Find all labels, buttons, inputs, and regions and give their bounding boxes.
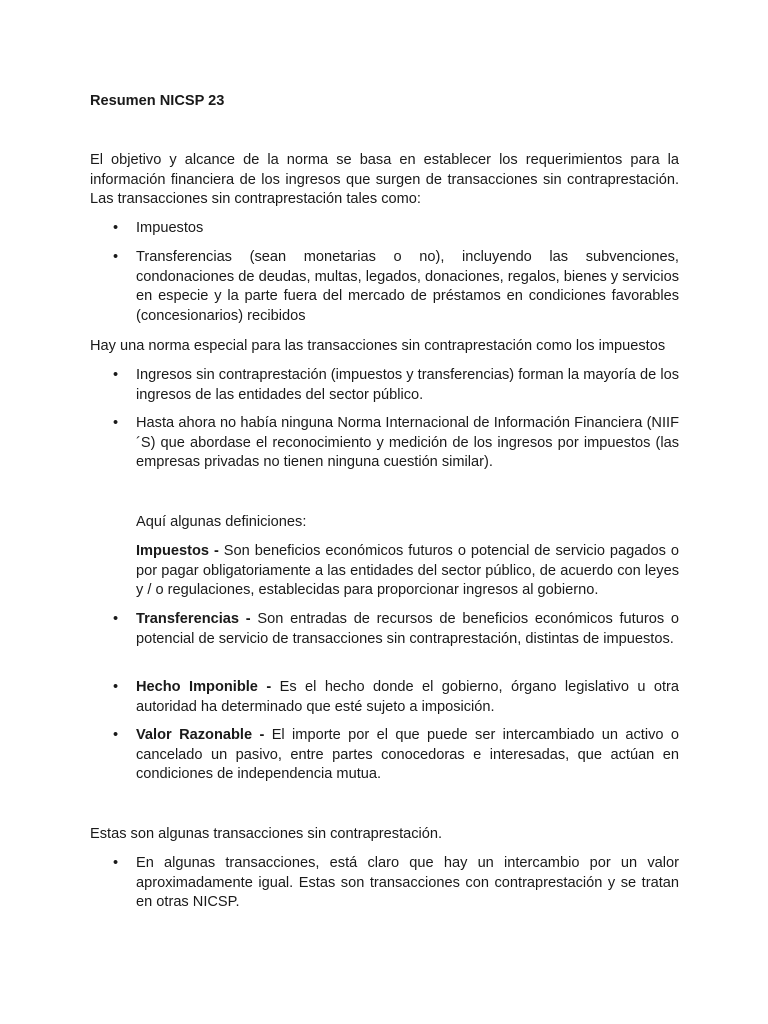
- bullet-icon: •: [113, 415, 119, 431]
- bullet-icon: •: [113, 679, 119, 695]
- list-item: [90, 414, 679, 473]
- definition-text: Son entradas de recursos de beneficios económicos futuros o potencial de servicio de transacciones sin contraprestación, distintas de impuestos.: [136, 611, 679, 647]
- definition-term: Hecho Imponible -: [136, 679, 272, 695]
- definition-hecho-imponible: [90, 678, 679, 717]
- definitions-heading: Aquí algunas definiciones:: [136, 514, 307, 530]
- bullet-icon: •: [113, 249, 119, 265]
- list-item: [90, 219, 679, 239]
- definition-text: Son beneficios económicos futuros o potencial de servicio pagados o por pagar obligatoriamente a las entidades del sector público, de acuerdo con leyes y / o regulaciones, establecidas para proporcionar ingresos al gobierno.: [136, 543, 679, 599]
- list-item: [90, 610, 679, 649]
- list-3: [90, 854, 679, 913]
- definition-text: Es el hecho donde el gobierno, órgano legislativo u otra autoridad ha determinado que esté sujeto a imposición.: [136, 679, 680, 715]
- definition-impuestos: [136, 542, 679, 601]
- list-1: [90, 219, 679, 239]
- list-item: [90, 248, 679, 326]
- bullet-icon: •: [113, 727, 119, 743]
- definition-term: Transferencias -: [136, 611, 251, 627]
- bullet-icon: •: [113, 367, 119, 383]
- list-item-text: En algunas transacciones, está claro que hay un intercambio por un valor aproximadamente igual. Estas son transacciones con contraprestación y se tratan en otras NICSP.: [136, 855, 679, 911]
- definition-term: Valor Razonable -: [136, 727, 265, 743]
- transactions-heading: Estas son algunas transacciones sin contraprestación.: [90, 826, 443, 842]
- list-item: [90, 854, 679, 913]
- document-title: Resumen NICSP 23: [90, 93, 225, 109]
- list-item: [90, 678, 679, 717]
- list-item-text: Impuestos: [136, 220, 204, 236]
- list-item-text: Hasta ahora no había ninguna Norma Internacional de Información Financiera (NIIF´S) que abordase el reconocimiento y medición de los ingresos por impuestos (las empresas privadas no tienen ninguna cuestión similar).: [136, 415, 679, 471]
- list-1b: [90, 248, 679, 326]
- definition-valor-razonable: [90, 726, 679, 785]
- bullet-icon: •: [113, 855, 119, 871]
- list-item: [90, 366, 679, 405]
- list-item: [90, 726, 679, 785]
- definition-text: El importe por el que puede ser intercambiado un activo o cancelado un pasivo, entre partes conocedoras e interesadas, que actúan en condiciones de independencia mutua.: [136, 727, 679, 783]
- list-2b: [90, 414, 679, 473]
- list-item-text: Transferencias (sean monetarias o no), incluyendo las subvenciones, condonaciones de deudas, multas, legados, donaciones, regalos, bienes y servicios en especie y la parte fuera del mercado de préstamos en condiciones favorables (concesionarios) recibidos: [136, 249, 679, 324]
- definition-term: Impuestos -: [136, 543, 219, 559]
- list-2: [90, 366, 679, 405]
- bullet-icon: •: [113, 220, 119, 236]
- intro-paragraph: El objetivo y alcance de la norma se basa en establecer los requerimientos para la información financiera de los ingresos que surgen de transacciones sin contraprestación. Las transacciones sin contraprestación tales como:: [90, 152, 679, 208]
- list-item-text: Ingresos sin contraprestación (impuestos y transferencias) forman la mayoría de los ingresos de las entidades del sector público.: [136, 367, 679, 403]
- special-norm-paragraph: Hay una norma especial para las transacciones sin contraprestación como los impuestos: [90, 338, 666, 354]
- definition-transferencias: [90, 610, 679, 649]
- bullet-icon: •: [113, 611, 119, 627]
